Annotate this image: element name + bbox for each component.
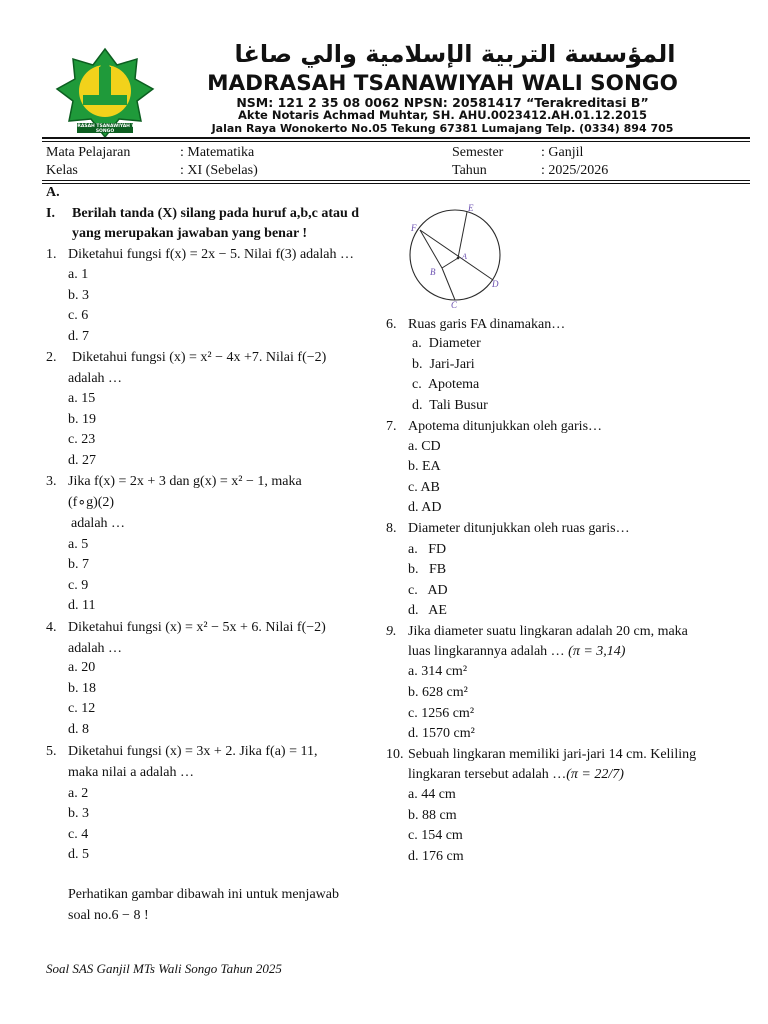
q10-text-cont [408,765,624,785]
label-A: A [462,252,467,261]
q7-option-b[interactable]: b. EA [408,459,441,474]
q1-text: Diketahui fungsi f(x) = 2x − 5. Nilai f(3) adalah … [68,247,354,262]
q8-option-d[interactable]: d. AE [408,603,447,618]
q6-text: Ruas garis FA dinamakan… [408,317,566,332]
instruction-number: I. [46,206,55,221]
school-address: Jalan Raya Wonokerto No.05 Tekung 67381 Lumajang Telp. (0334) 894 705 [211,122,674,135]
q4-option-a[interactable]: a. 20 [68,660,96,675]
q6-option-c[interactable]: c. Apotema [412,377,480,392]
q9-text-cont [408,642,625,662]
q7-text: Apotema ditunjukkan oleh garis… [408,419,603,434]
instruction-line1: Berilah tanda (X) silang pada huruf a,b,c atau d [72,206,360,221]
q2-number: 2. [46,350,57,365]
q8-number: 8. [386,521,397,536]
q3-text-cont2: adalah … [71,516,126,531]
q10-option-a[interactable]: a. 44 cm [408,787,456,802]
class-value: : XI (Sebelas) [180,163,258,178]
figure-note-line1: Perhatikan gambar dibawah ini untuk menjawab [68,887,339,902]
q6-option-d[interactable]: d. Tali Busur [412,398,488,413]
q5-option-a[interactable]: a. 2 [68,786,89,801]
q3-text-cont: (f∘g)(2) [68,495,115,510]
q9-pi-value: (π = 3,14) [568,644,626,659]
q4-number: 4. [46,620,57,635]
info-rule-2 [42,183,750,184]
q9-option-a[interactable]: a. 314 cm² [408,664,468,679]
q7-option-c[interactable]: c. AB [408,480,440,495]
q3-number: 3. [46,474,57,489]
q3-option-d[interactable]: d. 11 [68,598,96,613]
q4-option-b[interactable]: b. 18 [68,681,96,696]
q2-option-b[interactable]: b. 19 [68,412,96,427]
q9-number: 9. [386,624,397,639]
semester-label: Semester [452,145,504,160]
q2-option-d[interactable]: d. 27 [68,453,96,468]
q3-option-b[interactable]: b. 7 [68,557,89,572]
q9-text: Jika diameter suatu lingkaran adalah 20 cm, maka [408,624,688,639]
q8-option-a[interactable]: a. FD [408,542,447,557]
q1-number: 1. [46,247,57,262]
q2-text-cont: adalah … [68,371,123,386]
q8-option-b[interactable]: b. FB [408,562,447,577]
instruction-line2: yang merupakan jawaban yang benar ! [72,226,308,241]
label-F: F [411,223,417,233]
class-label: Kelas [46,163,78,178]
center-point [457,257,460,260]
q5-option-b[interactable]: b. 3 [68,806,89,821]
info-rule-1 [42,180,750,181]
circle-figure [405,200,510,312]
label-B: B [430,267,436,277]
q2-option-a[interactable]: a. 15 [68,391,96,406]
page-footer: Soal SAS Ganjil MTs Wali Songo Tahun 2025 [46,961,282,976]
subject-value: : Matematika [180,145,255,160]
label-D: D [492,279,499,289]
q10-option-b[interactable]: b. 88 cm [408,808,457,823]
label-E: E [468,203,474,213]
q8-text: Diameter ditunjukkan oleh ruas garis… [408,521,630,536]
q7-number: 7. [386,419,397,434]
q1-option-c[interactable]: c. 6 [68,308,89,323]
q9-option-b[interactable]: b. 628 cm² [408,685,468,700]
q9-option-c[interactable]: c. 1256 cm² [408,706,475,721]
q6-number: 6. [386,317,397,332]
school-logo [55,47,155,139]
q7-option-a[interactable]: a. CD [408,439,441,454]
segment-FB [420,230,442,268]
q10-text: Sebuah lingkaran memiliki jari-jari 14 cm. Keliling [408,747,697,762]
header-rule-thin [42,141,750,142]
q9-text-cont-main: luas lingkarannya adalah … [408,644,565,659]
q3-option-a[interactable]: a. 5 [68,537,89,552]
q6-option-b[interactable]: b. Jari-Jari [412,357,475,372]
q10-text-cont-main: lingkaran tersebut adalah … [408,767,567,782]
q2-text: Diketahui fungsi (x) = x² − 4x +7. Nilai f(−2) [72,350,327,365]
school-nsm: NSM: 121 2 35 08 0062 NPSN: 20581417 “Terakreditasi B” [236,95,649,110]
q1-option-a[interactable]: a. 1 [68,267,89,282]
header-rule-thick [42,137,750,139]
logo-caption: MADRASAH TSANAWIYAH WALI SONGO [65,124,145,134]
q1-option-b[interactable]: b. 3 [68,288,89,303]
section-label: A. [46,185,60,200]
q4-text-cont: adalah … [68,641,123,656]
arabic-calligraphy: المؤسسة التربية الإسلامية والي صاغا [234,40,676,68]
q3-text: Jika f(x) = 2x + 3 dan g(x) = x² − 1, maka [68,474,302,489]
q5-option-c[interactable]: c. 4 [68,827,89,842]
q5-text-cont: maka nilai a adalah … [68,765,194,780]
subject-label: Mata Pelajaran [46,145,131,160]
q10-option-c[interactable]: c. 154 cm [408,828,463,843]
q5-text: Diketahui fungsi (x) = 3x + 2. Jika f(a) = 11, [68,744,318,759]
q10-number: 10. [386,747,404,762]
q8-option-c[interactable]: c. AD [408,583,448,598]
q4-option-c[interactable]: c. 12 [68,701,96,716]
label-C: C [451,300,458,310]
q7-option-d[interactable]: d. AD [408,500,442,515]
q10-pi-value: (π = 22/7) [566,767,624,782]
year-value: : 2025/2026 [541,163,609,178]
q2-option-c[interactable]: c. 23 [68,432,96,447]
circle-outline [410,210,500,300]
q9-option-d[interactable]: d. 1570 cm² [408,726,475,741]
year-label: Tahun [452,163,487,178]
q5-option-d[interactable]: d. 5 [68,847,89,862]
q5-number: 5. [46,744,57,759]
q10-option-d[interactable]: d. 176 cm [408,849,464,864]
segment-BC [442,268,455,300]
q1-option-d[interactable]: d. 7 [68,329,89,344]
q6-option-a[interactable]: a. Diameter [412,336,481,351]
figure-note-line2: soal no.6 − 8 ! [68,908,149,923]
q4-option-d[interactable]: d. 8 [68,722,89,737]
semester-value: : Ganjil [541,145,584,160]
q4-text: Diketahui fungsi (x) = x² − 5x + 6. Nilai f(−2) [68,620,326,635]
school-name: MADRASAH TSANAWIYAH WALI SONGO [207,71,678,96]
segment-BA [442,258,458,268]
q3-option-c[interactable]: c. 9 [68,578,89,593]
school-akte: Akte Notaris Achmad Muhtar, SH. AHU.0023412.AH.01.12.2015 [238,108,647,122]
